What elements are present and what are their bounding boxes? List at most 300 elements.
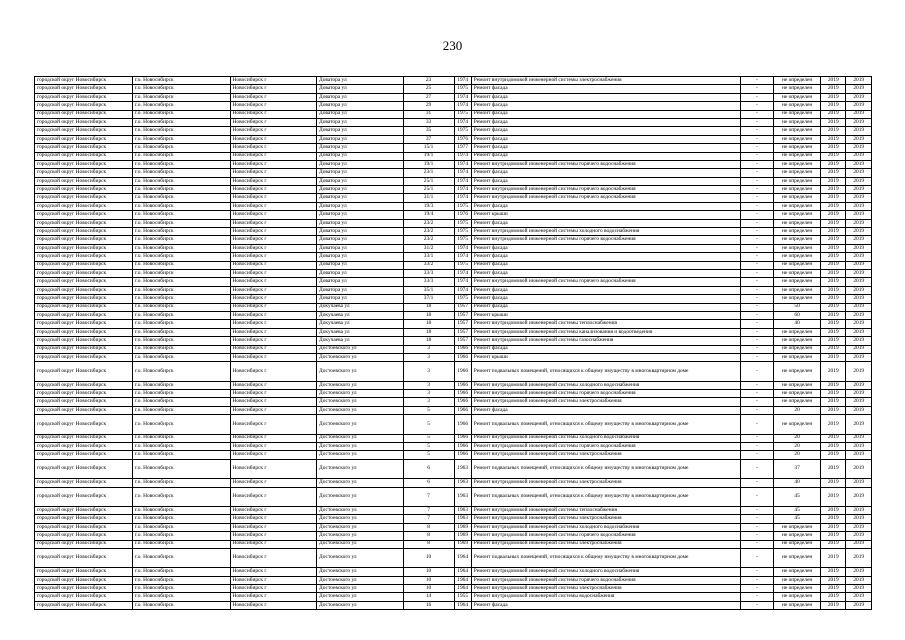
table-cell-locality: Новосибирск г	[230, 253, 317, 261]
table-cell-locality: Новосибирск г	[230, 540, 317, 548]
table-row	[35, 144, 872, 152]
table-cell-house: 18	[403, 328, 454, 336]
table-cell-cost: не определен	[774, 202, 821, 210]
table-cell-locality: Новосибирск г	[230, 601, 317, 609]
table-cell-locality: Новосибирск г	[230, 362, 317, 381]
table-cell-district: городской округ Новосибирск	[35, 169, 133, 177]
table-cell-dash: -	[740, 269, 774, 277]
table-cell-cost: не определен	[774, 85, 821, 93]
table-cell-cost: не определен	[774, 345, 821, 353]
table-cell-locality: Новосибирск г	[230, 390, 317, 398]
table-cell-plan-end: 2019	[846, 85, 872, 93]
table-cell-municipality: г.о. Новосибирск	[132, 269, 230, 277]
table-cell-year: 1969	[454, 523, 471, 531]
table-cell-municipality: г.о. Новосибирск	[132, 451, 230, 459]
table-cell-street: Доватора ул	[317, 77, 404, 85]
table-row	[35, 253, 872, 261]
table-cell-year: 1963	[454, 487, 471, 506]
table-cell-street: Достоевского ул	[317, 523, 404, 531]
table-cell-plan-end: 2019	[846, 269, 872, 277]
table-cell-work-type: Ремонт крыши	[471, 353, 740, 361]
table-cell-district: городской округ Новосибирск	[35, 381, 133, 389]
table-cell-street: Доватора ул	[317, 219, 404, 227]
table-cell-district: городской округ Новосибирск	[35, 102, 133, 110]
table-cell-street: Достоевского ул	[317, 506, 404, 514]
table-cell-year: 1974	[454, 102, 471, 110]
table-cell-municipality: г.о. Новосибирск	[132, 415, 230, 434]
table-cell-house: 18	[403, 311, 454, 319]
table-cell-locality: Новосибирск г	[230, 286, 317, 294]
table-cell-cost: 45	[774, 487, 821, 506]
table-cell-dash: -	[740, 144, 774, 152]
table-cell-plan-start: 2019	[821, 479, 846, 487]
table-cell-municipality: г.о. Новосибирск	[132, 77, 230, 85]
table-cell-work-type: Ремонт внутридомовой инженерной системы горячего водоснабжения	[471, 236, 740, 244]
table-cell-house: 25/1	[403, 177, 454, 185]
table-cell-cost: не определен	[774, 286, 821, 294]
table-row	[35, 303, 872, 311]
table-cell-work-type: Ремонт подвальных помещений, относящихся к общему имуществу в многоквартирном доме	[471, 459, 740, 478]
table-cell-work-type: Ремонт фасада	[471, 177, 740, 185]
table-cell-work-type: Ремонт внутридомовой инженерной системы канализования и водоотведения	[471, 328, 740, 336]
table-cell-district: городской округ Новосибирск	[35, 328, 133, 336]
table-cell-cost: не определен	[774, 244, 821, 252]
table-cell-house: 7	[403, 515, 454, 523]
table-cell-plan-end: 2019	[846, 398, 872, 406]
table-cell-district: городской округ Новосибирск	[35, 523, 133, 531]
table-row	[35, 244, 872, 252]
table-cell-municipality: г.о. Новосибирск	[132, 228, 230, 236]
table-cell-locality: Новосибирск г	[230, 228, 317, 236]
table-cell-street: Доватора ул	[317, 135, 404, 143]
table-row	[35, 261, 872, 269]
table-cell-plan-end: 2019	[846, 415, 872, 434]
table-cell-district: городской округ Новосибирск	[35, 479, 133, 487]
table-cell-plan-start: 2019	[821, 85, 846, 93]
table-cell-locality: Новосибирск г	[230, 311, 317, 319]
table-row	[35, 576, 872, 584]
table-cell-cost: не определен	[774, 398, 821, 406]
table-cell-cost: не определен	[774, 144, 821, 152]
table-cell-year: 1974	[454, 186, 471, 194]
table-row	[35, 152, 872, 160]
table-cell-street: Доватора ул	[317, 144, 404, 152]
table-cell-plan-end: 2019	[846, 585, 872, 593]
table-cell-plan-end: 2019	[846, 345, 872, 353]
table-cell-locality: Новосибирск г	[230, 202, 317, 210]
table-cell-municipality: г.о. Новосибирск	[132, 532, 230, 540]
table-cell-dash: -	[740, 194, 774, 202]
table-cell-house: 3	[403, 381, 454, 389]
table-cell-work-type: Ремонт подвальных помещений, относящихся к общему имуществу в многоквартирном доме	[471, 362, 740, 381]
table-cell-cost: не определен	[774, 194, 821, 202]
table-cell-plan-start: 2019	[821, 337, 846, 345]
table-cell-locality: Новосибирск г	[230, 303, 317, 311]
table-cell-year: 1966	[454, 353, 471, 361]
table-cell-locality: Новосибирск г	[230, 506, 317, 514]
table-cell-plan-start: 2019	[821, 202, 846, 210]
table-row	[35, 93, 872, 101]
table-cell-street: Доватора ул	[317, 211, 404, 219]
table-cell-municipality: г.о. Новосибирск	[132, 506, 230, 514]
table-cell-dash: -	[740, 202, 774, 210]
table-cell-locality: Новосибирск г	[230, 523, 317, 531]
table-cell-year: 1975	[454, 85, 471, 93]
table-cell-district: городской округ Новосибирск	[35, 244, 133, 252]
table-cell-street: Достоевского ул	[317, 459, 404, 478]
table-cell-district: городской округ Новосибирск	[35, 286, 133, 294]
table-cell-plan-end: 2019	[846, 303, 872, 311]
table-row	[35, 593, 872, 601]
table-cell-house: 29	[403, 102, 454, 110]
table-cell-district: городской округ Новосибирск	[35, 311, 133, 319]
table-cell-dash: -	[740, 169, 774, 177]
table-row	[35, 85, 872, 93]
table-body	[35, 77, 872, 610]
table-cell-cost: не определен	[774, 102, 821, 110]
table-cell-house: 7	[403, 506, 454, 514]
table-cell-municipality: г.о. Новосибирск	[132, 177, 230, 185]
table-cell-municipality: г.о. Новосибирск	[132, 211, 230, 219]
table-cell-street: Докучаева ул	[317, 303, 404, 311]
table-cell-plan-end: 2019	[846, 487, 872, 506]
table-cell-locality: Новосибирск г	[230, 269, 317, 277]
table-cell-plan-start: 2019	[821, 381, 846, 389]
table-cell-plan-start: 2019	[821, 253, 846, 261]
table-cell-house: 16	[403, 601, 454, 609]
table-cell-locality: Новосибирск г	[230, 295, 317, 303]
table-cell-plan-end: 2019	[846, 515, 872, 523]
table-cell-plan-end: 2019	[846, 244, 872, 252]
table-cell-plan-start: 2019	[821, 152, 846, 160]
table-cell-work-type: Ремонт фасада	[471, 253, 740, 261]
table-cell-plan-end: 2019	[846, 211, 872, 219]
table-cell-plan-start: 2019	[821, 169, 846, 177]
table-cell-locality: Новосибирск г	[230, 127, 317, 135]
table-cell-year: 1966	[454, 415, 471, 434]
table-cell-plan-end: 2019	[846, 443, 872, 451]
table-cell-year: 1966	[454, 381, 471, 389]
table-cell-house: 23/2	[403, 228, 454, 236]
table-cell-district: городской округ Новосибирск	[35, 144, 133, 152]
table-cell-plan-end: 2019	[846, 523, 872, 531]
table-cell-work-type: Ремонт фасада	[471, 93, 740, 101]
table-cell-work-type: Ремонт фасада	[471, 110, 740, 118]
table-cell-dash: -	[740, 278, 774, 286]
table-row	[35, 434, 872, 442]
table-cell-street: Доватора ул	[317, 228, 404, 236]
table-cell-house: 10	[403, 585, 454, 593]
table-cell-plan-start: 2019	[821, 93, 846, 101]
table-cell-year: 1974	[454, 244, 471, 252]
table-row	[35, 390, 872, 398]
table-cell-locality: Новосибирск г	[230, 532, 317, 540]
table-row	[35, 295, 872, 303]
table-cell-locality: Новосибирск г	[230, 211, 317, 219]
table-cell-house: 10	[403, 576, 454, 584]
table-cell-plan-start: 2019	[821, 244, 846, 252]
table-cell-year: 1975	[454, 219, 471, 227]
table-cell-dash: -	[740, 487, 774, 506]
table-cell-dash: -	[740, 320, 774, 328]
table-cell-municipality: г.о. Новосибирск	[132, 487, 230, 506]
table-cell-house: 25	[403, 85, 454, 93]
table-cell-municipality: г.о. Новосибирск	[132, 576, 230, 584]
table-cell-year: 1975	[454, 127, 471, 135]
table-cell-municipality: г.о. Новосибирск	[132, 160, 230, 168]
table-cell-cost: 60	[774, 311, 821, 319]
table-cell-work-type: Ремонт фасада	[471, 261, 740, 269]
table-cell-municipality: г.о. Новосибирск	[132, 568, 230, 576]
table-cell-municipality: г.о. Новосибирск	[132, 540, 230, 548]
table-cell-year: 1974	[454, 269, 471, 277]
table-cell-plan-start: 2019	[821, 345, 846, 353]
table-cell-house: 3	[403, 353, 454, 361]
table-cell-work-type: Ремонт внутридомовой инженерной системы горячего водоснабжения	[471, 278, 740, 286]
table-row	[35, 110, 872, 118]
table-cell-dash: -	[740, 236, 774, 244]
table-cell-locality: Новосибирск г	[230, 320, 317, 328]
table-row	[35, 77, 872, 85]
table-cell-street: Доватора ул	[317, 177, 404, 185]
table-cell-work-type: Ремонт фасада	[471, 269, 740, 277]
table-row	[35, 479, 872, 487]
table-cell-street: Доватора ул	[317, 110, 404, 118]
table-cell-work-type: Ремонт фасада	[471, 601, 740, 609]
table-cell-municipality: г.о. Новосибирск	[132, 381, 230, 389]
table-cell-plan-start: 2019	[821, 390, 846, 398]
table-cell-dash: -	[740, 415, 774, 434]
table-cell-plan-end: 2019	[846, 278, 872, 286]
table-cell-street: Доватора ул	[317, 286, 404, 294]
table-cell-municipality: г.о. Новосибирск	[132, 110, 230, 118]
table-cell-cost: 20	[774, 451, 821, 459]
table-cell-year: 1964	[454, 568, 471, 576]
table-cell-year: 1974	[454, 194, 471, 202]
table-cell-dash: -	[740, 219, 774, 227]
table-cell-street: Доватора ул	[317, 160, 404, 168]
table-cell-dash: -	[740, 337, 774, 345]
table-cell-district: городской округ Новосибирск	[35, 487, 133, 506]
table-cell-year: 1963	[454, 506, 471, 514]
table-cell-plan-end: 2019	[846, 102, 872, 110]
table-cell-municipality: г.о. Новосибирск	[132, 144, 230, 152]
table-cell-street: Доватора ул	[317, 202, 404, 210]
table-cell-dash: -	[740, 479, 774, 487]
table-cell-dash: -	[740, 127, 774, 135]
table-cell-cost: не определен	[774, 548, 821, 567]
table-cell-year: 1966	[454, 451, 471, 459]
table-cell-plan-start: 2019	[821, 110, 846, 118]
table-cell-locality: Новосибирск г	[230, 135, 317, 143]
table-cell-municipality: г.о. Новосибирск	[132, 169, 230, 177]
table-cell-district: городской округ Новосибирск	[35, 443, 133, 451]
table-cell-district: городской округ Новосибирск	[35, 320, 133, 328]
table-cell-house: 5	[403, 434, 454, 442]
table-cell-dash: -	[740, 540, 774, 548]
table-cell-plan-start: 2019	[821, 362, 846, 381]
table-cell-cost: не определен	[774, 540, 821, 548]
table-cell-year: 1974	[454, 278, 471, 286]
table-row	[35, 398, 872, 406]
table-row	[35, 311, 872, 319]
table-cell-cost: не определен	[774, 269, 821, 277]
table-cell-house: 19/1	[403, 160, 454, 168]
table-cell-plan-end: 2019	[846, 459, 872, 478]
table-cell-locality: Новосибирск г	[230, 110, 317, 118]
table-cell-district: городской округ Новосибирск	[35, 398, 133, 406]
table-cell-cost: не определен	[774, 523, 821, 531]
table-cell-dash: -	[740, 451, 774, 459]
table-cell-work-type: Ремонт внутридомовой инженерной системы теплоснабжения	[471, 506, 740, 514]
table-row	[35, 328, 872, 336]
table-cell-plan-end: 2019	[846, 261, 872, 269]
table-cell-plan-start: 2019	[821, 585, 846, 593]
table-cell-work-type: Ремонт фасада	[471, 169, 740, 177]
table-cell-house: 5	[403, 415, 454, 434]
table-cell-district: городской округ Новосибирск	[35, 451, 133, 459]
table-cell-work-type: Ремонт внутридомовой инженерной системы электроснабжения	[471, 515, 740, 523]
table-cell-street: Достоевского ул	[317, 415, 404, 434]
table-cell-locality: Новосибирск г	[230, 169, 317, 177]
table-cell-municipality: г.о. Новосибирск	[132, 311, 230, 319]
table-cell-street: Доватора ул	[317, 194, 404, 202]
table-cell-municipality: г.о. Новосибирск	[132, 194, 230, 202]
table-cell-street: Доватора ул	[317, 269, 404, 277]
table-cell-street: Доватора ул	[317, 93, 404, 101]
table-cell-district: городской округ Новосибирск	[35, 540, 133, 548]
table-cell-municipality: г.о. Новосибирск	[132, 390, 230, 398]
table-cell-plan-end: 2019	[846, 77, 872, 85]
table-cell-work-type: Ремонт внутридомовой инженерной системы электроснабжения	[471, 540, 740, 548]
table-cell-street: Достоевского ул	[317, 601, 404, 609]
table-cell-district: городской округ Новосибирск	[35, 362, 133, 381]
table-row	[35, 236, 872, 244]
table-cell-work-type: Ремонт внутридомовой инженерной системы горячего водоснабжения	[471, 194, 740, 202]
table-cell-dash: -	[740, 601, 774, 609]
table-cell-year: 1966	[454, 434, 471, 442]
table-cell-municipality: г.о. Новосибирск	[132, 295, 230, 303]
table-cell-dash: -	[740, 253, 774, 261]
table-row	[35, 601, 872, 609]
table-cell-district: городской округ Новосибирск	[35, 406, 133, 414]
table-cell-work-type: Ремонт фасада	[471, 303, 740, 311]
table-row	[35, 585, 872, 593]
table-cell-plan-end: 2019	[846, 593, 872, 601]
table-cell-dash: -	[740, 186, 774, 194]
table-cell-work-type: Ремонт фасада	[471, 244, 740, 252]
table-cell-street: Достоевского ул	[317, 434, 404, 442]
table-cell-dash: -	[740, 381, 774, 389]
table-row	[35, 443, 872, 451]
table-cell-street: Достоевского ул	[317, 532, 404, 540]
table-cell-dash: -	[740, 593, 774, 601]
table-cell-cost: не определен	[774, 261, 821, 269]
table-cell-year: 1964	[454, 548, 471, 567]
table-cell-plan-end: 2019	[846, 506, 872, 514]
table-cell-plan-start: 2019	[821, 269, 846, 277]
table-cell-street: Достоевского ул	[317, 576, 404, 584]
table-cell-municipality: г.о. Новосибирск	[132, 443, 230, 451]
table-cell-cost: 20	[774, 434, 821, 442]
table-cell-dash: -	[740, 228, 774, 236]
table-cell-municipality: г.о. Новосибирск	[132, 244, 230, 252]
table-cell-cost: не определен	[774, 295, 821, 303]
table-cell-year: 1969	[454, 532, 471, 540]
table-cell-district: городской округ Новосибирск	[35, 211, 133, 219]
table-cell-district: городской округ Новосибирск	[35, 593, 133, 601]
table-cell-plan-start: 2019	[821, 236, 846, 244]
table-cell-plan-end: 2019	[846, 337, 872, 345]
table-cell-municipality: г.о. Новосибирск	[132, 261, 230, 269]
table-cell-district: городской округ Новосибирск	[35, 77, 133, 85]
table-cell-plan-end: 2019	[846, 135, 872, 143]
table-cell-street: Доватора ул	[317, 102, 404, 110]
table-cell-plan-end: 2019	[846, 540, 872, 548]
table-cell-cost: не определен	[774, 585, 821, 593]
table-cell-plan-start: 2019	[821, 77, 846, 85]
table-cell-locality: Новосибирск г	[230, 102, 317, 110]
table-cell-district: городской округ Новосибирск	[35, 186, 133, 194]
table-cell-plan-start: 2019	[821, 102, 846, 110]
table-cell-plan-start: 2019	[821, 320, 846, 328]
table-cell-district: городской округ Новосибирск	[35, 261, 133, 269]
table-cell-year: 1974	[454, 286, 471, 294]
table-cell-dash: -	[740, 390, 774, 398]
table-cell-plan-end: 2019	[846, 118, 872, 126]
table-cell-dash: -	[740, 177, 774, 185]
table-cell-locality: Новосибирск г	[230, 85, 317, 93]
table-cell-year: 1966	[454, 362, 471, 381]
table-cell-dash: -	[740, 135, 774, 143]
table-cell-cost: не определен	[774, 110, 821, 118]
table-cell-dash: -	[740, 261, 774, 269]
table-cell-district: городской округ Новосибирск	[35, 415, 133, 434]
table-cell-district: городской округ Новосибирск	[35, 532, 133, 540]
table-cell-work-type: Ремонт внутридомовой инженерной системы газоснабжения	[471, 337, 740, 345]
table-cell-year: 1974	[454, 152, 471, 160]
table-cell-municipality: г.о. Новосибирск	[132, 320, 230, 328]
table-cell-plan-start: 2019	[821, 593, 846, 601]
table-cell-cost: не определен	[774, 390, 821, 398]
table-cell-dash: -	[740, 244, 774, 252]
table-cell-plan-start: 2019	[821, 118, 846, 126]
table-cell-municipality: г.о. Новосибирск	[132, 135, 230, 143]
table-row	[35, 211, 872, 219]
table-cell-street: Доватора ул	[317, 253, 404, 261]
table-cell-municipality: г.о. Новосибирск	[132, 601, 230, 609]
table-cell-cost: не определен	[774, 593, 821, 601]
table-cell-district: городской округ Новосибирск	[35, 118, 133, 126]
table-cell-street: Доватора ул	[317, 85, 404, 93]
table-cell-year: 1975	[454, 295, 471, 303]
table-cell-municipality: г.о. Новосибирск	[132, 303, 230, 311]
table-cell-work-type: Ремонт фасада	[471, 135, 740, 143]
table-cell-work-type: Ремонт крыши	[471, 311, 740, 319]
table-cell-plan-end: 2019	[846, 253, 872, 261]
table-cell-dash: -	[740, 328, 774, 336]
table-cell-house: 7	[403, 487, 454, 506]
table-cell-plan-start: 2019	[821, 328, 846, 336]
table-cell-house: 23/2	[403, 236, 454, 244]
table-row	[35, 406, 872, 414]
table-cell-dash: -	[740, 303, 774, 311]
table-cell-dash: -	[740, 110, 774, 118]
table-cell-cost: не определен	[774, 127, 821, 135]
table-cell-house: 19/1	[403, 152, 454, 160]
table-cell-plan-start: 2019	[821, 532, 846, 540]
table-cell-plan-end: 2019	[846, 93, 872, 101]
